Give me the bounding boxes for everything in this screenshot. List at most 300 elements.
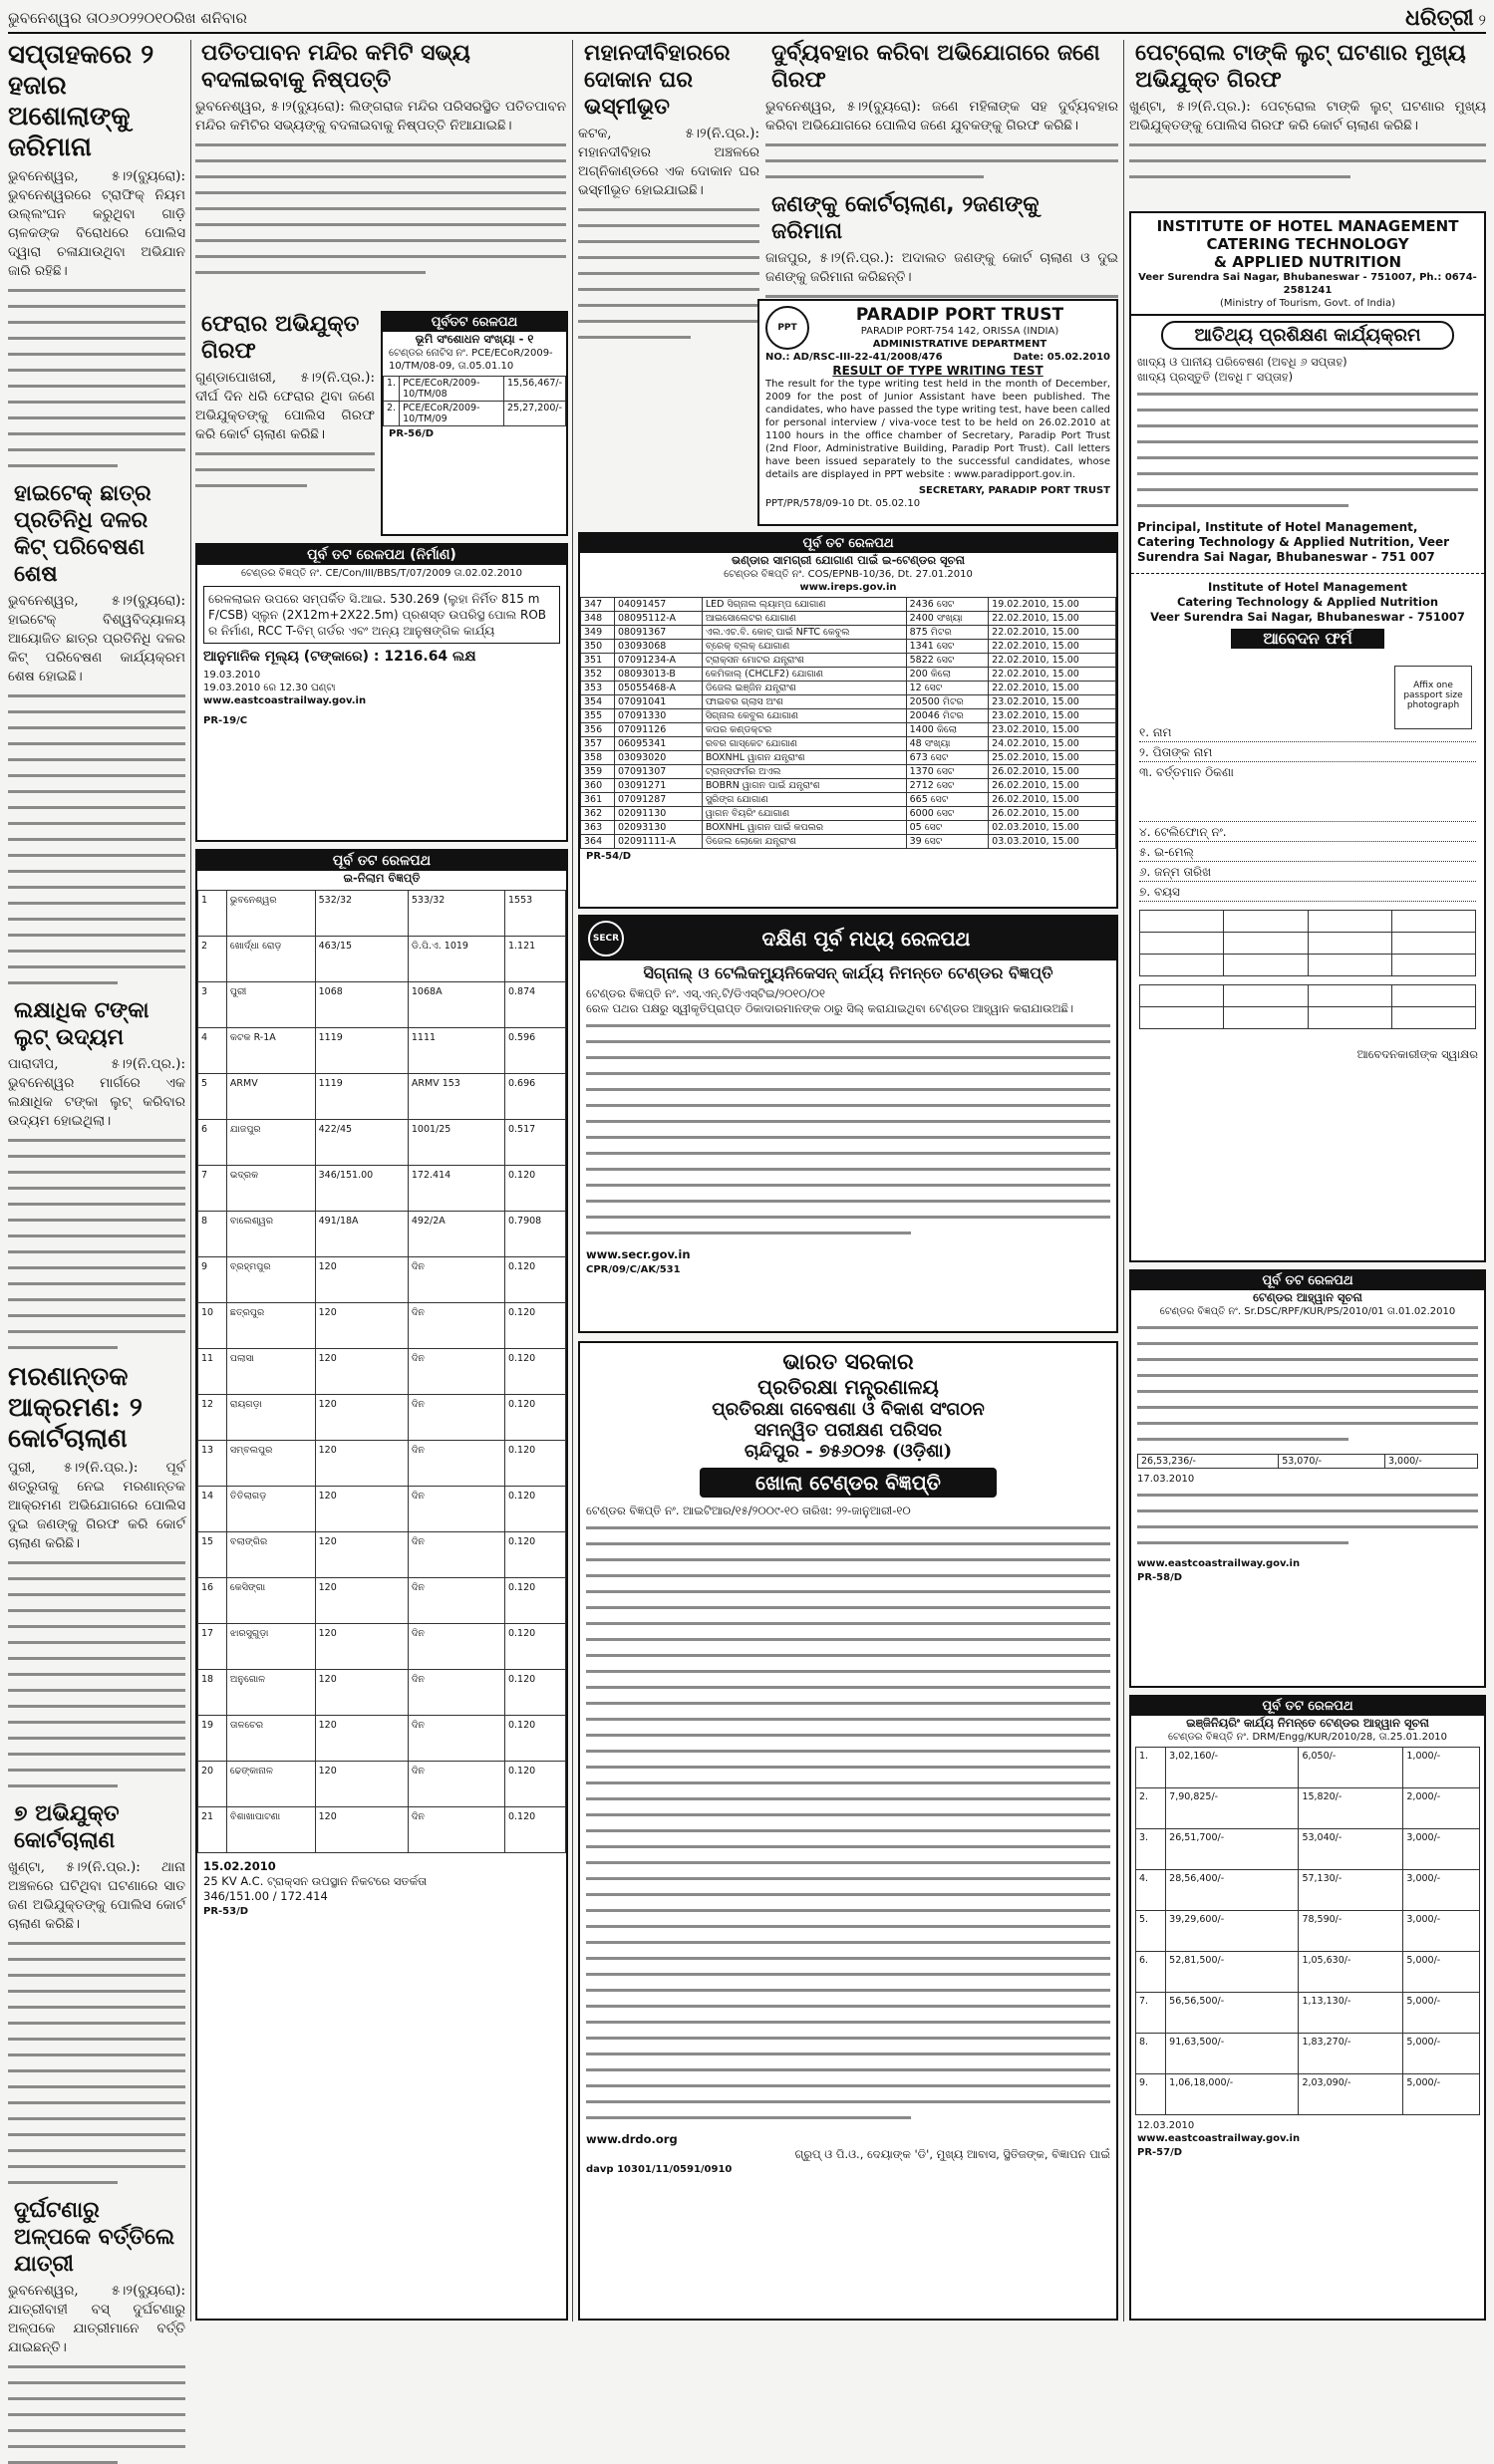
column-rule bbox=[190, 40, 191, 2322]
table-cell: କପର କଣ୍ଡକ୍ଟର bbox=[702, 723, 906, 737]
table-cell: 07091234-A bbox=[614, 654, 702, 668]
page-logo bbox=[1405, 5, 1486, 31]
ad-title: ପୂର୍ବତଟ ରେଳପଥ bbox=[383, 313, 566, 332]
table-cell: ଦିନ bbox=[408, 1670, 504, 1716]
table-cell: 20 bbox=[198, 1762, 227, 1807]
table-cell: କେମିକାଲ୍ (CHCLF2) ଯୋଗାଣ bbox=[702, 668, 906, 682]
table-cell: 22.02.2010, 15.00 bbox=[989, 640, 1116, 654]
table-cell: 04091457 bbox=[614, 598, 702, 612]
ad-south-east-central-railway bbox=[578, 915, 1118, 1333]
table-cell: ଯାଜପୁର bbox=[226, 1120, 315, 1166]
website-link[interactable]: www.eastcoastrailway.gov.in bbox=[1137, 2133, 1301, 2144]
table-cell: ତାଳଚେର bbox=[226, 1716, 315, 1762]
table-row bbox=[581, 682, 1116, 695]
table-cell: 120 bbox=[315, 1303, 408, 1349]
table-cell: 665 ସେଟ bbox=[906, 793, 989, 807]
table-cell: 120 bbox=[315, 1395, 408, 1441]
table-cell: ବିଶାଖାପାଟଣା bbox=[226, 1807, 315, 1853]
ad-railway-auction bbox=[195, 849, 568, 2321]
experience-table bbox=[1139, 984, 1476, 1029]
table-row bbox=[1140, 911, 1476, 933]
table-cell: 1. bbox=[1136, 1748, 1166, 1788]
institute-title: INSTITUTE OF HOTEL MANAGEMENT bbox=[1156, 217, 1459, 235]
table-cell: 3. bbox=[1136, 1829, 1166, 1870]
course-item: ଖାଦ୍ୟ ପ୍ରସ୍ତୁତି (ଅବଧି ୮ ସପ୍ତାହ) bbox=[1137, 370, 1294, 384]
table-cell: 9. bbox=[1136, 2074, 1166, 2115]
table-cell: 07091126 bbox=[614, 723, 702, 737]
table-cell: 6 bbox=[198, 1120, 227, 1166]
ad-railway-construction bbox=[195, 543, 568, 842]
table-cell: 22.02.2010, 15.00 bbox=[989, 682, 1116, 695]
table-row bbox=[1140, 955, 1476, 976]
table-row bbox=[581, 807, 1116, 821]
table-cell bbox=[1391, 955, 1475, 976]
table-cell: 1,06,18,000/- bbox=[1166, 2074, 1299, 2115]
range-line: ସମନ୍ୱିତ ପରୀକ୍ଷଣ ପରିସର bbox=[753, 1420, 943, 1441]
table-row bbox=[581, 612, 1116, 626]
ad-code: PPT/PR/578/09-10 Dt. 05.02.10 bbox=[765, 498, 921, 509]
table-cell: ଟ୍ରାନ୍ସଫର୍ମର ଅଏଲ bbox=[702, 765, 906, 779]
table-cell: 120 bbox=[315, 1349, 408, 1395]
form-field-name[interactable]: ୧. ନାମ bbox=[1139, 722, 1476, 742]
ad-title: ପୂର୍ବ ତଟ ରେଳପଥ bbox=[580, 534, 1116, 553]
table-cell: ଦିନ bbox=[408, 1257, 504, 1303]
notice-subject: RESULT OF TYPE WRITING TEST bbox=[832, 364, 1044, 378]
table-cell bbox=[1140, 911, 1224, 933]
table-cell: 3,000/- bbox=[1384, 1455, 1477, 1469]
column-2-brief bbox=[195, 311, 375, 470]
table-cell: ଡି.ପି.ଏ. 1019 bbox=[408, 937, 504, 982]
table-cell: 0.7908 bbox=[504, 1212, 565, 1257]
table-cell: 5,000/- bbox=[1403, 1993, 1480, 2034]
table-cell: 0.596 bbox=[504, 1028, 565, 1074]
table-cell: 10 bbox=[198, 1303, 227, 1349]
table-cell: 120 bbox=[315, 1578, 408, 1624]
article-lead: ଜାଜପୁର, ୫।୨(ନି.ପ୍ର.): ଅଦାଲତ ଜଣଙ୍କୁ କୋର୍ଟ ଚାଲାଣ ଓ ଦୁଇ ଜଣଙ୍କୁ ଜରିମାନା କରିଛନ୍ତି। bbox=[765, 250, 1118, 285]
table-cell: 12 ସେଟ bbox=[906, 682, 989, 695]
ad-subtitle: ଇ-ନିଲାମ ବିଜ୍ଞପ୍ତି bbox=[343, 871, 421, 885]
website-link[interactable]: www.secr.gov.in bbox=[586, 1247, 691, 1261]
headline: ଦୁର୍ବ୍ୟବହାର କରିବା ଅଭିଯୋଗରେ ଜଣେ ଗିରଫ bbox=[771, 41, 1100, 93]
table-cell: 1341 ସେଟ bbox=[906, 640, 989, 654]
table-cell: 02091111-A bbox=[614, 835, 702, 849]
ad-code: PR-53/D bbox=[203, 1906, 249, 1917]
ad-fine-print bbox=[580, 1024, 1116, 1234]
table-cell: ଏଲ.ଏଚ.ବି. କୋଚ୍ ପାଇଁ NFTC କେବୁଲ bbox=[702, 626, 906, 640]
table-cell: 463/15 bbox=[315, 937, 408, 982]
table-cell: 28,56,400/- bbox=[1166, 1870, 1299, 1911]
table-cell: 360 bbox=[581, 779, 615, 793]
table-cell: 26.02.2010, 15.00 bbox=[989, 807, 1116, 821]
headline: ଜଣଙ୍କୁ କୋର୍ଟଚାଲାଣ, ୨ଜଣଙ୍କୁ ଜରିମାନା bbox=[771, 192, 1040, 244]
table-cell: 355 bbox=[581, 709, 615, 723]
table-cell: 2,000/- bbox=[1403, 1788, 1480, 1829]
table-cell: 26.02.2010, 15.00 bbox=[989, 779, 1116, 793]
headline: ହାଇଟେକ୍ ଛାତ୍ର ପ୍ରତିନିଧି ଦଳର କିଟ୍ ପରିବେଷଣ ଶେଷ bbox=[14, 481, 151, 587]
reference-number: NO.: AD/RSC-III-22-41/2008/476 bbox=[765, 352, 943, 363]
table-cell: 1,13,130/- bbox=[1299, 1993, 1403, 2034]
table-cell: 25.02.2010, 15.00 bbox=[989, 751, 1116, 765]
column-4-top bbox=[765, 40, 1118, 304]
table-cell: 07091307 bbox=[614, 765, 702, 779]
article-body bbox=[1129, 143, 1486, 178]
ad-rpf-tender bbox=[1129, 1269, 1486, 1688]
headline: ୭ ଅଭିଯୁକ୍ତ କୋର୍ଟଚାଲାଣ bbox=[14, 1801, 120, 1853]
program-title: ଆତିଥ୍ୟ ପ୍ରଶିକ୍ଷଣ କାର୍ଯ୍ୟକ୍ରମ bbox=[1161, 321, 1454, 350]
table-cell: 21 bbox=[198, 1807, 227, 1853]
table-cell: 200 କିଲୋ bbox=[906, 668, 989, 682]
table-cell: 1 bbox=[198, 891, 227, 937]
table-cell: 1111 bbox=[408, 1028, 504, 1074]
table-cell: 120 bbox=[315, 1487, 408, 1532]
table-cell: 03093068 bbox=[614, 640, 702, 654]
table-cell: 03093020 bbox=[614, 751, 702, 765]
closing-date: 19.03.2010 bbox=[203, 670, 261, 681]
table-cell: ଦିନ bbox=[408, 1762, 504, 1807]
headline: ଫେରାର ଅଭିଯୁକ୍ତ ଗିରଫ bbox=[201, 312, 360, 364]
table-cell: 1,83,270/- bbox=[1299, 2034, 1403, 2074]
table-row bbox=[198, 1807, 566, 1853]
table-cell: 3 bbox=[198, 982, 227, 1028]
table-row bbox=[198, 1762, 566, 1807]
ad-fine-print bbox=[1131, 1326, 1484, 1441]
ad-title: ଦକ୍ଷିଣ ପୂର୍ବ ମଧ୍ୟ ରେଳପଥ bbox=[761, 927, 971, 951]
table-cell: 03.03.2010, 15.00 bbox=[989, 835, 1116, 849]
table-cell: 39,29,600/- bbox=[1166, 1911, 1299, 1952]
table-cell bbox=[1391, 911, 1475, 933]
table-cell: 0.120 bbox=[504, 1670, 565, 1716]
course-item: ଖାଦ୍ୟ ଓ ପାନୀୟ ପରିବେଷଣ (ଅବଧି ୬ ସପ୍ତାହ) bbox=[1137, 355, 1347, 369]
form-field-father[interactable]: ୨. ପିତାଙ୍କ ନାମ bbox=[1139, 742, 1476, 762]
table-cell: 0.120 bbox=[504, 1395, 565, 1441]
table-row bbox=[198, 1028, 566, 1074]
applicant-signature: ଆବେଦନକାରୀଙ୍କ ସ୍ୱାକ୍ଷର bbox=[1356, 1047, 1478, 1061]
form-field-dob[interactable]: ୬. ଜନ୍ମ ତାରିଖ bbox=[1139, 862, 1476, 882]
article-lead: ଭୁବନେଶ୍ୱର, ୫।୨(ବ୍ୟୁରୋ): ହାଇଟେକ୍ ବିଶ୍ୱବିଦ୍ୟାଳୟ ଆୟୋଜିତ ଛାତ୍ର ପ୍ରତିନିଧି ଦଳର କିଟ୍ ପରିବେଷଣ କାର୍ଯ୍ୟକ୍ରମ ଶେଷ ହୋଇଛି। bbox=[8, 593, 185, 684]
table-cell bbox=[1224, 955, 1308, 976]
table-cell: 1.121 bbox=[504, 937, 565, 982]
website-link[interactable]: www.eastcoastrailway.gov.in bbox=[1137, 1558, 1301, 1569]
table-cell: 0.120 bbox=[504, 1532, 565, 1578]
table-cell: 0.120 bbox=[504, 1303, 565, 1349]
table-cell: 20500 ମିଟର bbox=[906, 695, 989, 709]
table-cell: 3,000/- bbox=[1403, 1829, 1480, 1870]
table-cell: 0.120 bbox=[504, 1166, 565, 1212]
table-row bbox=[1136, 1829, 1480, 1870]
headline: ସପ୍ତାହକରେ ୨ ହଜାର ଅଶୋଲାଙ୍କୁ ଜରିମାନା bbox=[8, 40, 154, 162]
table-row bbox=[198, 1670, 566, 1716]
auction-table bbox=[197, 890, 566, 1853]
table-row bbox=[581, 695, 1116, 709]
article-body bbox=[8, 694, 185, 984]
table-cell: 15 bbox=[198, 1532, 227, 1578]
table-cell: ଦିନ bbox=[408, 1395, 504, 1441]
form-field-address[interactable]: ୩. ବର୍ତ୍ତମାନ ଠିକଣା bbox=[1139, 762, 1476, 822]
closing-date: 17.03.2010 bbox=[1137, 1474, 1195, 1485]
ad-reference: ଟେଣ୍ଡର ବିଜ୍ଞପ୍ତି ନଂ. DRM/Engg/KUR/2010/28, ତା.25.01.2010 bbox=[1167, 1732, 1448, 1743]
table-row bbox=[581, 765, 1116, 779]
table-cell: 1553 bbox=[504, 891, 565, 937]
table-row bbox=[1140, 933, 1476, 955]
headline: ମହାନଦୀବିହାରରେ ଦୋକାନ ଘର ଭସ୍ମୀଭୂତ bbox=[584, 41, 731, 120]
table-cell: 15,820/- bbox=[1299, 1788, 1403, 1829]
table-cell: 2436 ସେଟ bbox=[906, 598, 989, 612]
table-cell: ଛତ୍ରପୁର bbox=[226, 1303, 315, 1349]
table-cell: କଟକ R-1A bbox=[226, 1028, 315, 1074]
ad-title: PARADIP PORT TRUST bbox=[855, 305, 1064, 325]
table-cell: ଢେଙ୍କାନାଳ bbox=[226, 1762, 315, 1807]
table-cell bbox=[1140, 985, 1224, 1007]
table-cell: 3,02,160/- bbox=[1166, 1748, 1299, 1788]
table-row bbox=[581, 779, 1116, 793]
table-cell: 356 bbox=[581, 723, 615, 737]
form-field-email[interactable]: ୫. ଇ-ମେଲ୍ bbox=[1139, 842, 1476, 862]
form-field-age[interactable]: ୭. ବୟସ bbox=[1139, 882, 1476, 902]
table-cell: 26.02.2010, 15.00 bbox=[989, 793, 1116, 807]
table-cell: 2712 ସେଟ bbox=[906, 779, 989, 793]
table-cell: 0.120 bbox=[504, 1349, 565, 1395]
table-cell bbox=[1224, 1007, 1308, 1029]
org-line: ପ୍ରତିରକ୍ଷା ଗବେଷଣା ଓ ବିକାଶ ସଂଗଠନ bbox=[712, 1399, 985, 1420]
table-cell: ରାୟଗଡ଼ା bbox=[226, 1395, 315, 1441]
table-cell: 2400 ସଂଖ୍ୟା bbox=[906, 612, 989, 626]
table-cell: ଦିନ bbox=[408, 1441, 504, 1487]
table-cell: 23.02.2010, 15.00 bbox=[989, 695, 1116, 709]
article-lead: ଖୁଣ୍ଟା, ୫।୨(ନି.ପ୍ର.): ପେଟ୍ରୋଲ ଟାଙ୍କି ଲୁଟ୍ ଘଟଣାର ମୁଖ୍ୟ ଅଭିଯୁକ୍ତଙ୍କୁ ପୋଲିସ ଗିରଫ କରି କୋର୍ଟ ଚାଲାଣ କରିଛି। bbox=[1129, 99, 1486, 134]
table-cell bbox=[1140, 1007, 1224, 1029]
table-cell: 491/18A bbox=[315, 1212, 408, 1257]
table-row bbox=[198, 1212, 566, 1257]
ad-fine-print bbox=[1131, 1494, 1484, 1544]
table-cell: 26,51,700/- bbox=[1166, 1829, 1299, 1870]
table-cell: 06095341 bbox=[614, 737, 702, 751]
article-lead: ଗୁଣ୍ଡାପୋଖରୀ, ୫।୨(ନି.ପ୍ର.): ଦୀର୍ଘ ଦିନ ଧରି ଫେରାର ଥିବା ଜଣେ ଅଭିଯୁକ୍ତଙ୍କୁ ପୋଲିସ ଗିରଫ କରି କୋର୍ଟ ଚାଲାଣ କରିଛି। bbox=[195, 370, 375, 442]
form-header-2: Catering Technology & Applied Nutrition bbox=[1176, 595, 1439, 609]
signatory: SECRETARY, PARADIP PORT TRUST bbox=[918, 485, 1110, 496]
institute-title-3: & APPLIED NUTRITION bbox=[1213, 253, 1402, 271]
table-cell: 26,53,236/- bbox=[1138, 1455, 1279, 1469]
table-cell bbox=[1224, 933, 1308, 955]
table-cell: 25,27,200/- bbox=[504, 402, 566, 426]
table-cell: ଅନୁଗୋଳ bbox=[226, 1670, 315, 1716]
table-cell: 120 bbox=[315, 1532, 408, 1578]
table-cell: 7. bbox=[1136, 1993, 1166, 2034]
table-cell: 120 bbox=[315, 1441, 408, 1487]
ad-etender bbox=[578, 532, 1118, 909]
table-cell: 362 bbox=[581, 807, 615, 821]
ad-code: CPR/09/C/AK/531 bbox=[586, 1264, 681, 1275]
article-lead: ଭୁବନେଶ୍ୱର, ୫।୨(ବ୍ୟୁରୋ): ଲିଙ୍ଗରାଜ ମନ୍ଦିର ପରିସରସ୍ଥିତ ପତିତପାବନ ମନ୍ଦିର କମିଟିର ସଭ୍ୟଙ୍କୁ ବଦଳାଇବାକୁ ନିଷ୍ପତ୍ତି ନିଆଯାଇଛି। bbox=[195, 99, 566, 134]
table-cell: 120 bbox=[315, 1670, 408, 1716]
ad-title: ପୂର୍ବ ତଟ ରେଳପଥ bbox=[1131, 1697, 1484, 1716]
paper-name: ଧରିତ୍ରୀ bbox=[1405, 5, 1474, 31]
table-cell: ବ୍ରହ୍ମପୁର bbox=[226, 1257, 315, 1303]
table-cell: 22.02.2010, 15.00 bbox=[989, 654, 1116, 668]
table-cell: 05055468-A bbox=[614, 682, 702, 695]
table-cell: 7 bbox=[198, 1166, 227, 1212]
port-emblem-icon: PPT bbox=[765, 306, 809, 350]
table-cell: ଆଇସୋଲେଟର ଯୋଗାଣ bbox=[702, 612, 906, 626]
table-cell bbox=[1308, 955, 1391, 976]
table-cell: 1. bbox=[384, 377, 400, 402]
table-row bbox=[198, 1487, 566, 1532]
table-cell: 352 bbox=[581, 668, 615, 682]
table-cell: 53,040/- bbox=[1299, 1829, 1403, 1870]
table-cell: 363 bbox=[581, 821, 615, 835]
table-cell: 354 bbox=[581, 695, 615, 709]
table-row bbox=[581, 709, 1116, 723]
table-cell: ଦିନ bbox=[408, 1578, 504, 1624]
table-cell: 348 bbox=[581, 612, 615, 626]
table-cell: BOXNHL ୱାଗନ ଯନ୍ତ୍ରାଂଶ bbox=[702, 751, 906, 765]
table-row bbox=[1136, 1870, 1480, 1911]
column-2-top bbox=[195, 40, 566, 309]
table-cell: 23.02.2010, 15.00 bbox=[989, 723, 1116, 737]
column-rule bbox=[572, 40, 573, 2322]
table-cell: 24.02.2010, 15.00 bbox=[989, 737, 1116, 751]
table-row bbox=[1140, 985, 1476, 1007]
ministry-line: ପ୍ରତିରକ୍ଷା ମନ୍ତ୍ରଣାଳୟ bbox=[757, 1375, 939, 1399]
drm-table bbox=[1135, 1747, 1480, 2115]
ad-code: PR-57/D bbox=[1137, 2147, 1183, 2158]
ad-fine-print bbox=[1131, 393, 1484, 507]
table-cell: 9 bbox=[198, 1257, 227, 1303]
table-cell: 0.517 bbox=[504, 1120, 565, 1166]
table-cell: 0.120 bbox=[504, 1578, 565, 1624]
table-cell: ଡିଜେଲ ଲୋକୋ ଯନ୍ତ୍ରାଂଶ bbox=[702, 835, 906, 849]
table-cell: 23.02.2010, 15.00 bbox=[989, 709, 1116, 723]
column-5-top bbox=[1129, 40, 1486, 209]
table-cell: 6,050/- bbox=[1299, 1748, 1403, 1788]
website-link[interactable]: www.ireps.gov.in bbox=[799, 582, 897, 593]
table-cell: ଦିନ bbox=[408, 1303, 504, 1349]
table-cell: 08091367 bbox=[614, 626, 702, 640]
table-cell: 2 bbox=[198, 937, 227, 982]
institute-ministry: (Ministry of Tourism, Govt. of India) bbox=[1220, 298, 1395, 309]
website-link[interactable]: www.eastcoastrailway.gov.in bbox=[203, 695, 367, 706]
article-body bbox=[8, 1561, 185, 1787]
column-1 bbox=[8, 40, 185, 2355]
table-cell bbox=[1140, 933, 1224, 955]
form-header: Institute of Hotel Management bbox=[1207, 580, 1408, 594]
table-cell: ଭୁବନେଶ୍ୱର bbox=[226, 891, 315, 937]
table-cell: LED ସିଗ୍ନାଲ ଲ୍ୟାମ୍ପ ଯୋଗାଣ bbox=[702, 598, 906, 612]
addressee: Principal, Institute of Hotel Management, Catering Technology & Applied Nutrition, Veer Surendra Sai Nagar, Bhubaneswar - 751 007 bbox=[1137, 520, 1450, 564]
table-cell: 2. bbox=[384, 402, 400, 426]
table-cell: 16 bbox=[198, 1578, 227, 1624]
table-row bbox=[384, 402, 566, 426]
form-header-3: Veer Surendra Sai Nagar, Bhubaneswar - 751007 bbox=[1150, 610, 1465, 624]
table-cell: 7,90,825/- bbox=[1166, 1788, 1299, 1829]
tender-banner: ଖୋଲା ଟେଣ୍ଡର ବିଜ୍ଞପ୍ତି bbox=[700, 1468, 997, 1498]
table-row bbox=[1136, 1788, 1480, 1829]
table-cell: 0.120 bbox=[504, 1716, 565, 1762]
headline: ଲକ୍ଷାଧିକ ଟଙ୍କା ଲୁଟ୍ ଉଦ୍ୟମ bbox=[14, 998, 149, 1050]
table-cell: 1,000/- bbox=[1403, 1748, 1480, 1788]
table-cell: 18 bbox=[198, 1670, 227, 1716]
ad-body: ରେଳ ପଥର ପକ୍ଷରୁ ସ୍ୱୀକୃତିପ୍ରାପ୍ତ ଠିକାଦାରମାନଙ୍କ ଠାରୁ ସିଲ୍ କରାଯାଇଥିବା ଟେଣ୍ଡର ଆହ୍ୱାନ କରାଯାଉଅଛି। bbox=[586, 1001, 1074, 1015]
table-row bbox=[198, 1303, 566, 1349]
table-row bbox=[1136, 1748, 1480, 1788]
table-cell: 350 bbox=[581, 640, 615, 654]
table-cell: 5,000/- bbox=[1403, 2074, 1480, 2115]
article-lead: ପୁରୀ, ୫।୨(ନି.ପ୍ର.): ପୂର୍ବ ଶତ୍ରୁତାକୁ ନେଇ ମରଣାନ୍ତକ ଆକ୍ରମଣ ଅଭିଯୋଗରେ ପୋଲିସ ଦୁଇ ଜଣଙ୍କୁ ଗିରଫ କରି କୋର୍ଟ ଚାଲାଣ କରିଛି। bbox=[8, 1460, 185, 1551]
table-cell: 120 bbox=[315, 1624, 408, 1670]
closing-date: 12.03.2010 bbox=[1137, 2120, 1195, 2131]
table-cell: 5,000/- bbox=[1403, 2034, 1480, 2074]
ad-reference: ଟେଣ୍ଡର ବିଜ୍ଞପ୍ତି ନଂ. COS/EPNB-10/36, Dt. 27.01.2010 bbox=[724, 569, 973, 580]
table-row bbox=[198, 1166, 566, 1212]
table-cell: 120 bbox=[315, 1257, 408, 1303]
table-cell: 1001/25 bbox=[408, 1120, 504, 1166]
ad-paradip-port bbox=[757, 299, 1118, 526]
table-cell: 48 ସଂଖ୍ୟା bbox=[906, 737, 989, 751]
table-cell: 20046 ମିଟର bbox=[906, 709, 989, 723]
headline: ଦୁର୍ଘଟଣାରୁ ଅଳ୍ପକେ ବର୍ତ୍ତିଲେ ଯାତ୍ରୀ bbox=[14, 2198, 175, 2277]
table-cell bbox=[1391, 1007, 1475, 1029]
page-number: ୨ bbox=[1478, 11, 1486, 29]
estimated-cost: ଆନୁମାନିକ ମୂଲ୍ୟ (ଟଙ୍କାରେ) : 1216.64 ଲକ୍ଷ bbox=[203, 649, 476, 665]
table-cell: 15,56,467/- bbox=[504, 377, 566, 402]
form-field-phone[interactable]: ୪. ଟେଲିଫୋନ୍ ନଂ. bbox=[1139, 822, 1476, 842]
table-row bbox=[1136, 2074, 1480, 2115]
ad-hotel-management bbox=[1129, 211, 1486, 1262]
table-cell: 492/2A bbox=[408, 1212, 504, 1257]
ad-address: PARADIP PORT-754 142, ORISSA (INDIA) bbox=[860, 326, 1059, 337]
table-cell: 347 bbox=[581, 598, 615, 612]
table-cell: BOBRN ୱାଗନ ପାଇଁ ଯନ୍ତ୍ରାଂଶ bbox=[702, 779, 906, 793]
table-cell: 4 bbox=[198, 1028, 227, 1074]
table-row bbox=[1138, 1455, 1478, 1469]
table-row bbox=[198, 1716, 566, 1762]
table-cell bbox=[1308, 985, 1391, 1007]
ad-drm-engineering bbox=[1129, 1695, 1486, 2321]
table-cell: 1119 bbox=[315, 1074, 408, 1120]
table-cell: 2. bbox=[1136, 1788, 1166, 1829]
table-cell: ସ୍ପ୍ରିଙ୍ଗ ଯୋଗାଣ bbox=[702, 793, 906, 807]
article-body bbox=[8, 289, 185, 467]
table-cell: 39 ସେଟ bbox=[906, 835, 989, 849]
table-row bbox=[384, 377, 566, 402]
ad-code: PR-56/D bbox=[389, 428, 435, 439]
table-cell: ଦିନ bbox=[408, 1624, 504, 1670]
table-cell: 361 bbox=[581, 793, 615, 807]
table-cell: 0.120 bbox=[504, 1487, 565, 1532]
table-cell: 05 ସେଟ bbox=[906, 821, 989, 835]
gov-line: ଭାରତ ସରକାର bbox=[782, 1349, 914, 1375]
table-cell: 1370 ସେଟ bbox=[906, 765, 989, 779]
table-cell: 422/45 bbox=[315, 1120, 408, 1166]
website-link[interactable]: www.drdo.org bbox=[586, 2132, 678, 2146]
table-cell: 875 ମିଟର bbox=[906, 626, 989, 640]
column-3-top bbox=[578, 40, 759, 359]
table-cell: 673 ସେଟ bbox=[906, 751, 989, 765]
headline: ମରଣାନ୍ତକ ଆକ୍ରମଣ: ୨ କୋର୍ଟଚାଲାଣ bbox=[8, 1362, 143, 1454]
table-cell: 2,03,090/- bbox=[1299, 2074, 1403, 2115]
table-cell: 78,590/- bbox=[1299, 1911, 1403, 1952]
form-title: ଆବେଦନ ଫର୍ମ bbox=[1231, 629, 1384, 649]
table-row bbox=[581, 598, 1116, 612]
table-row bbox=[198, 1532, 566, 1578]
table-cell: ARMV bbox=[226, 1074, 315, 1120]
article-lead: ଭୁବନେଶ୍ୱର, ୫।୨(ବ୍ୟୁରୋ): ଭୁବନେଶ୍ୱରରେ ଟ୍ରାଫିକ୍ ନିୟମ ଉଲ୍ଲଂଘନ କରୁଥିବା ଗାଡ଼ି ଚାଳକଙ୍କ ବିରୋଧରେ ପୋଲିସ ଦ୍ୱାରା ଚଳାଯାଉଥିବା ଅଭିଯାନ ଜାରି ରହିଛି। bbox=[8, 168, 185, 279]
institute-title-2: CATERING TECHNOLOGY bbox=[1206, 235, 1409, 253]
table-cell: 3,000/- bbox=[1403, 1870, 1480, 1911]
table-cell: ୱାଗନ ବିୟରିଂ ଯୋଗାଣ bbox=[702, 807, 906, 821]
table-cell: 07091287 bbox=[614, 793, 702, 807]
table-cell: କେସିଙ୍ଗା bbox=[226, 1578, 315, 1624]
table-row bbox=[581, 626, 1116, 640]
